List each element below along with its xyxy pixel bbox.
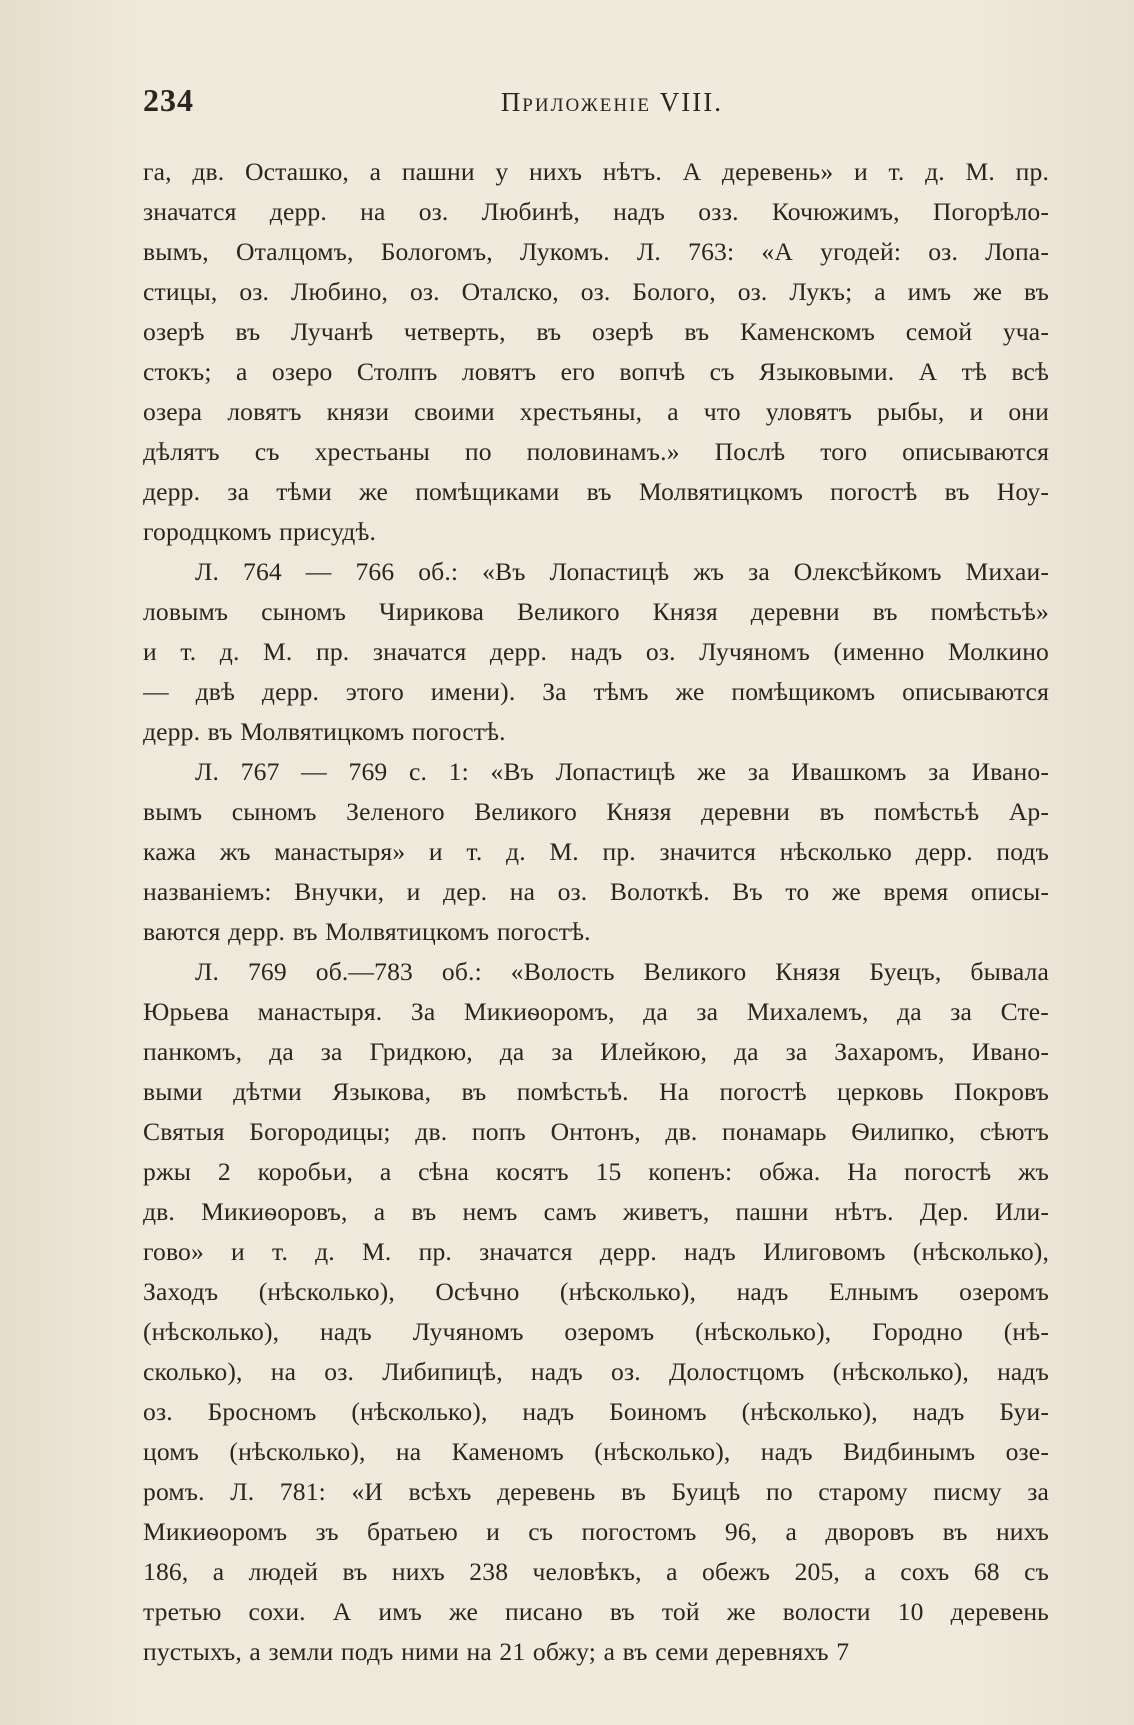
text-line: третью сохи. А имъ же писано въ той же волости 10 деревень: [143, 1597, 1049, 1626]
text-line: оз. Бросномъ (нѣсколько), надъ Боиномъ (нѣсколько), надъ Буи-: [143, 1397, 1049, 1426]
text-line: ловымъ сыномъ Чирикова Великого Князя деревни въ помѣстьѣ»: [143, 597, 1049, 626]
text-line: городцкомъ присудѣ.: [143, 517, 377, 546]
text-line: пустыхъ, а земли подъ ними на 21 обжу; а въ семи деревняхъ 7: [143, 1637, 850, 1666]
text-line: и т. д. М. пр. значатся дерр. надъ оз. Лучяномъ (именно Молкино: [143, 637, 1049, 666]
paragraph: [143, 952, 1049, 1672]
paragraph: [143, 552, 1049, 752]
text-line: Л. 764 — 766 об.: «Въ Лопастицѣ жъ за Олексѣйкомъ Михаи-: [195, 557, 1049, 586]
text-line: названіемъ: Внучки, и дер. на оз. Волоткѣ. Въ то же время описы-: [143, 877, 1049, 906]
text-line: выми дѣтми Языкова, въ помѣстьѣ. На погостѣ церковь Покровъ: [143, 1077, 1049, 1106]
running-title: Приложеніе VIII.: [500, 87, 723, 117]
text-line: ржы 2 коробьи, а сѣна косятъ 15 копенъ: обжа. На погостѣ жъ: [143, 1157, 1049, 1186]
page-number: 234: [143, 82, 194, 118]
text-line: — двѣ дерр. этого имени). За тѣмъ же помѣщикомъ описываются: [143, 677, 1049, 706]
text-line: вымъ сыномъ Зеленого Великого Князя деревни въ помѣстьѣ Ар-: [143, 797, 1049, 826]
text-line: стокъ; а озеро Столпъ ловятъ его вопчѣ съ Языковыми. А тѣ всѣ: [143, 357, 1049, 386]
text-line: сколько), на оз. Либипицѣ, надъ оз. Долостцомъ (нѣсколько), надъ: [143, 1357, 1049, 1386]
text-line: ваются дерр. въ Молвятицкомъ погостѣ.: [143, 917, 591, 946]
text-line: ромъ. Л. 781: «И всѣхъ деревень въ Буицѣ по старому писму за: [143, 1477, 1049, 1506]
text-line: кажа жъ манастыря» и т. д. М. пр. значится нѣсколько дерр. подъ: [143, 837, 1049, 866]
text-line: Л. 767 — 769 с. 1: «Въ Лопастицѣ же за Ивашкомъ за Ивано-: [195, 757, 1049, 786]
text-line: дерр. въ Молвятицкомъ погостѣ.: [143, 717, 506, 746]
text-line: Микиѳоромъ зъ братьею и съ погостомъ 96, а дворовъ въ нихъ: [143, 1517, 1049, 1546]
text-line: озера ловятъ князи своими хрестьяны, а что уловятъ рыбы, и они: [143, 397, 1049, 426]
text-line: Л. 769 об.—783 об.: «Волость Великого Князя Буецъ, бывала: [195, 957, 1049, 986]
text-line: озерѣ въ Лучанѣ четверть, въ озерѣ въ Каменскомъ семой уча-: [143, 317, 1049, 346]
text-line: га, дв. Осташко, а пашни у нихъ нѣтъ. А деревень» и т. д. М. пр.: [143, 157, 1049, 186]
text-line: 186, а людей въ нихъ 238 человѣкъ, а обежъ 205, а сохъ 68 съ: [143, 1557, 1049, 1586]
paragraph: [143, 752, 1049, 952]
text-line: Святыя Богородицы; дв. попъ Онтонъ, дв. понамарь Ѳилипко, сѣютъ: [143, 1117, 1049, 1146]
text-line: Юрьева манастыря. За Микиѳоромъ, да за Михалемъ, да за Сте-: [143, 997, 1049, 1026]
text-line: цомъ (нѣсколько), на Каменомъ (нѣсколько), надъ Видбинымъ озе-: [143, 1437, 1049, 1466]
text-line: вымъ, Оталцомъ, Бологомъ, Лукомъ. Л. 763: «А угодей: оз. Лопа-: [143, 237, 1049, 266]
text-line: гово» и т. д. М. пр. значатся дерр. надъ Илиговомъ (нѣсколько),: [143, 1237, 1049, 1266]
text-line: (нѣсколько), надъ Лучяномъ озеромъ (нѣсколько), Городно (нѣ-: [143, 1317, 1049, 1346]
body-text: [143, 152, 1049, 1672]
text-line: панкомъ, да за Гридкою, да за Илейкою, да за Захаромъ, Ивано-: [143, 1037, 1049, 1066]
text-line: дѣлятъ съ хрестьаны по половинамъ.» Послѣ того описываются: [143, 437, 1049, 466]
text-line: Заходъ (нѣсколько), Осѣчно (нѣсколько), надъ Елнымъ озеромъ: [143, 1277, 1049, 1306]
paragraph: [143, 152, 1049, 552]
text-line: значатся дерр. на оз. Любинѣ, надъ озз. Кочюжимъ, Погорѣло-: [143, 197, 1049, 226]
text-line: дв. Микиѳоровъ, а въ немъ самъ живетъ, пашни нѣтъ. Дер. Или-: [143, 1197, 1049, 1226]
text-line: стицы, оз. Любино, оз. Оталско, оз. Бологo, оз. Лукъ; а имъ же въ: [143, 277, 1049, 306]
page-header: [143, 82, 1049, 122]
text-line: дерр. за тѣми же помѣщиками въ Молвятицкомъ погостѣ въ Ноу-: [143, 477, 1049, 506]
